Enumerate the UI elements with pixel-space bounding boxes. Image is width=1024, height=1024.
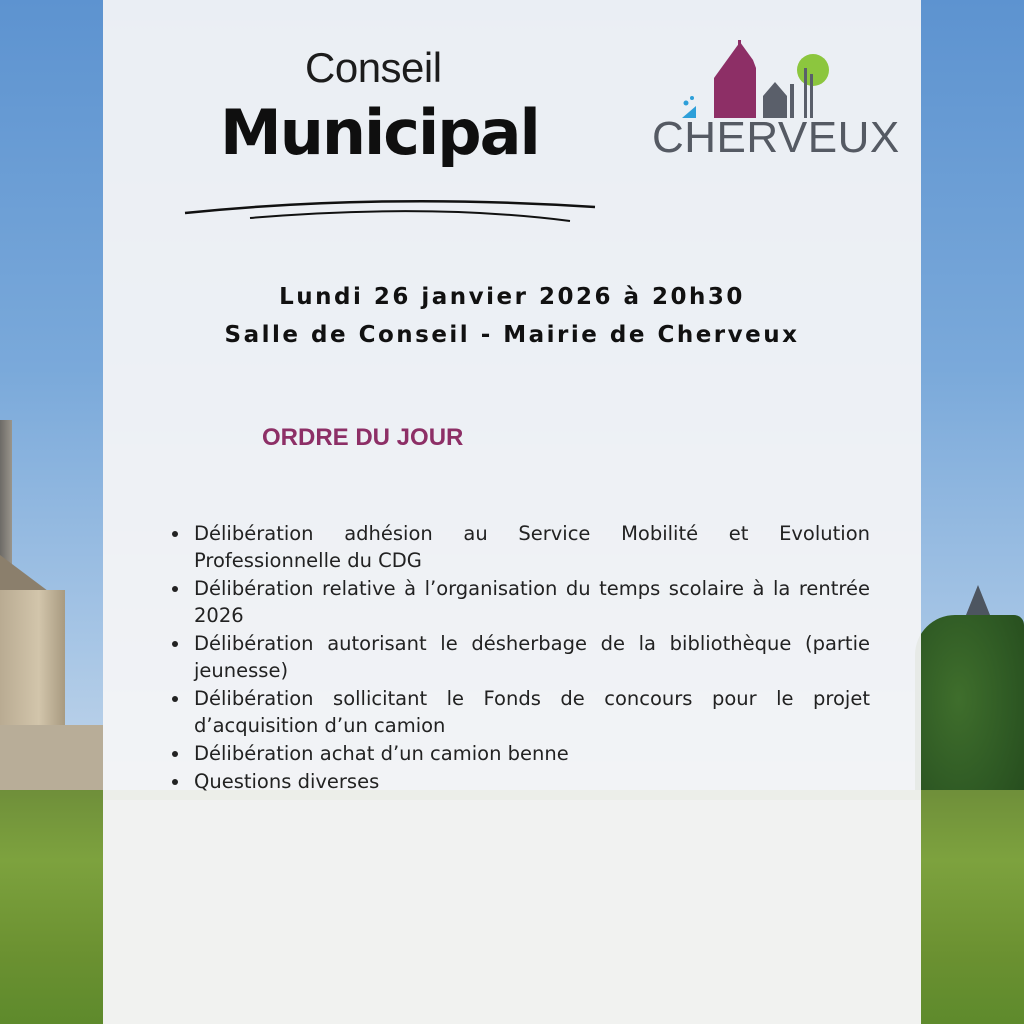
- title-underline-swoosh: [180, 185, 600, 230]
- panel-bottom: [103, 800, 921, 1024]
- event-date: Lundi 26 janvier 2026 à 20h30: [279, 284, 745, 310]
- agenda-item: [170, 575, 870, 629]
- agenda-item-text: Questions diverses: [194, 770, 380, 793]
- agenda-title: ORDRE DU JOUR: [262, 424, 464, 451]
- bullet-icon: [172, 751, 178, 757]
- bullet-icon: [172, 641, 178, 647]
- agenda-item-text: Délibération adhésion au Service Mobilité et Evolution Professionnelle du CDG: [194, 522, 870, 572]
- agenda-list: [170, 520, 870, 796]
- agenda-item: [170, 740, 870, 767]
- title-line1: Conseil: [305, 44, 442, 91]
- agenda-item-text: Délibération achat d’un camion benne: [194, 742, 569, 765]
- bullet-icon: [172, 531, 178, 537]
- agenda-item-text: Délibération relative à l’organisation du temps scolaire à la rentrée 2026: [194, 577, 870, 627]
- agenda-item: [170, 685, 870, 739]
- church-icon: [714, 42, 756, 118]
- bullet-icon: [172, 696, 178, 702]
- agenda-item: [170, 520, 870, 574]
- bullet-icon: [172, 779, 178, 785]
- bullet-icon: [172, 586, 178, 592]
- event-place: Salle de Conseil - Mairie de Cherveux: [224, 322, 800, 348]
- agenda-item-text: Délibération autorisant le désherbage de la bibliothèque (partie jeunesse): [194, 632, 870, 682]
- agenda-item: [170, 768, 870, 795]
- agenda-item: [170, 630, 870, 684]
- title-line2: Municipal: [220, 96, 539, 169]
- agenda-item-text: Délibération sollicitant le Fonds de concours pour le projet d’acquisition d’un camion: [194, 687, 870, 737]
- logo-wordmark: CHERVEUX: [652, 113, 900, 162]
